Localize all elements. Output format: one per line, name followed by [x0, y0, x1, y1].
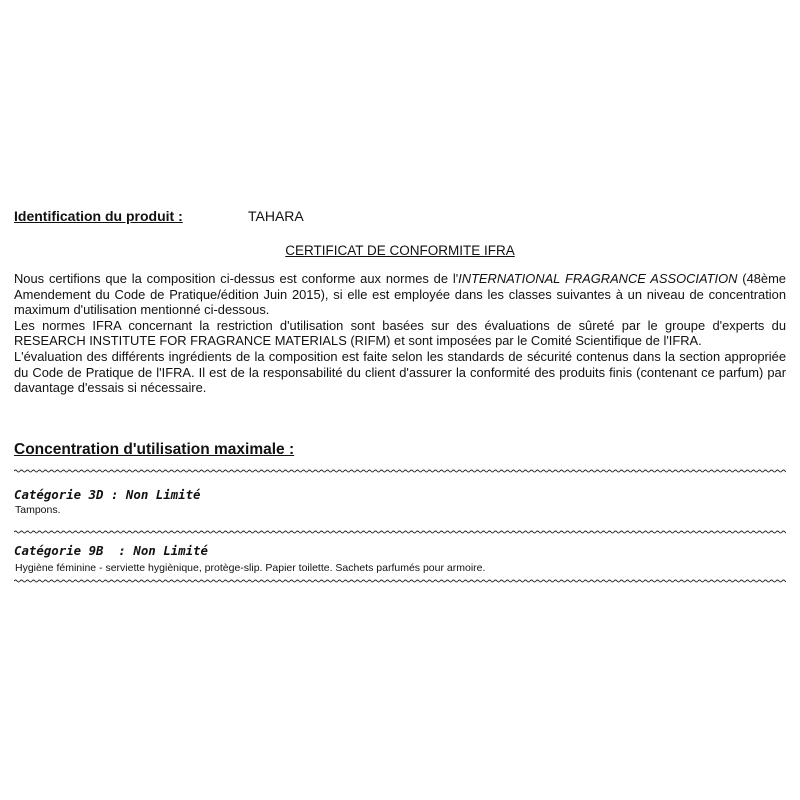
- product-label: Identification du produit :: [14, 208, 183, 224]
- certificate-body: [14, 271, 786, 396]
- certificate-title: CERTIFICAT DE CONFORMITE IFRA: [285, 243, 515, 258]
- organization-name: INTERNATIONAL FRAGRANCE ASSOCIATION: [458, 271, 738, 286]
- certificate-page: [14, 0, 786, 800]
- category-description: Hygiène féminine - serviette hygiènique, protège-slip. Papier toilette. Sachets parfumés pour armoire.: [15, 562, 486, 574]
- section-title: Concentration d'utilisation maximale :: [14, 441, 295, 458]
- paragraph-evaluation: L'évaluation des différents ingrédients de la composition est faite selon les standards de sécurité contenus dans la section appropriée du Code de Pratique de l'IFRA. Il est de la responsabilité du client d'assurer la conformité des produits finis (contenant ce parfum) par davantage d'essais si nécessaire.: [14, 348, 786, 396]
- paragraph-conformity: Nous certifions que la composition ci-dessus est conforme aux normes de l'INTERNATIONAL FRAGRANCE ASSOCIATION (48ème Amendement du Code de Pratique/édition Juin 2015), si elle est employée dans les classes suivantes à un niveau de concentration maximum d'utilisation mentionné ci-dessous.: [14, 271, 786, 318]
- product-identification: [14, 208, 304, 224]
- wavy-divider: [14, 530, 786, 534]
- category-description: Tampons.: [15, 504, 61, 516]
- wavy-divider: [14, 469, 786, 473]
- product-name: TAHARA: [248, 208, 304, 224]
- category-heading: Catégorie 9B : Non Limité: [14, 543, 208, 558]
- category-heading: Catégorie 3D : Non Limité: [14, 487, 201, 502]
- paragraph-standards: Les normes IFRA concernant la restriction d'utilisation sont basées sur des évaluations de sûreté par le groupe d'experts du RESEARCH INSTITUTE FOR FRAGRANCE MATERIALS (RIFM) et sont imposées par le Comité Scientifique de l'IFRA.: [14, 317, 786, 349]
- wavy-divider: [14, 579, 786, 583]
